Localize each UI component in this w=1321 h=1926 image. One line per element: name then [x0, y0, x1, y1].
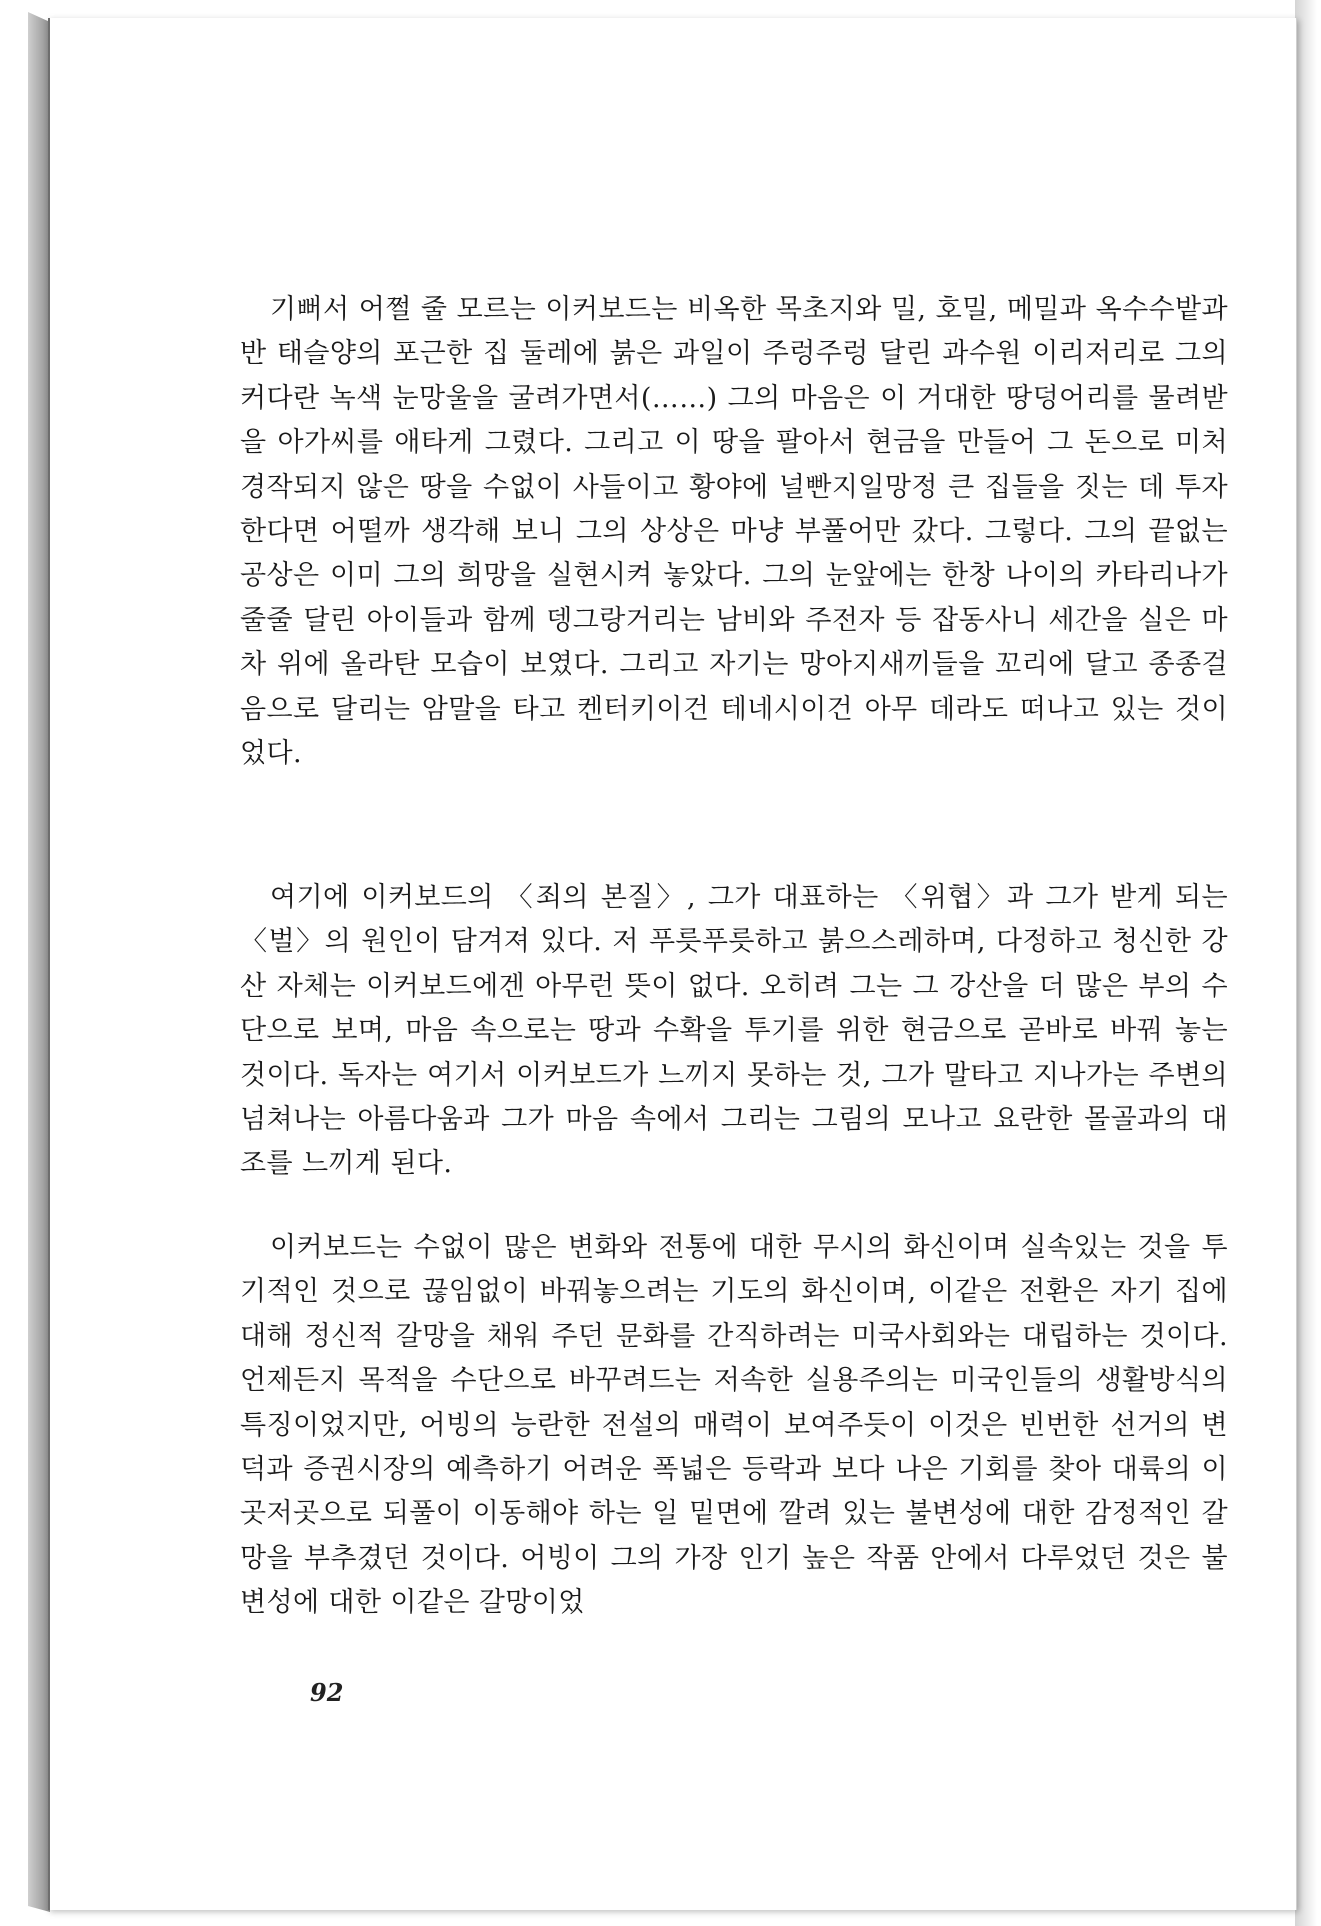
paragraph-2: 여기에 이커보드의 〈죄의 본질〉, 그가 대표하는 〈위협〉과 그가 받게 되는 〈벌〉의 원인이 담겨져 있다. 저 푸릇푸릇하고 붉으스레하며, 다정하고 청신한 강산 자체는 이커보드에겐 아무런 뜻이 없다. 오히려 그는 그 강산을 더 많은 부의 수단으로 보며, 마음 속으로는 땅과 수확을 투기를 위한 현금으로 곧바로 바꿔 놓는 것이다. 독자는 여기서 이커보드가 느끼지 못하는 것, 그가 말타고 지나가는 주변의 넘쳐나는 아름다움과 그가 마음 속에서 그리는 그림의 모나고 요란한 몰골과의 대조를 느끼게 된다.	[240, 882, 1229, 1180]
page-stack-right-edge	[1295, 0, 1317, 1926]
paragraph-1: 기뻐서 어쩔 줄 모르는 이커보드는 비옥한 목초지와 밀, 호밀, 메밀과 옥수수밭과 반 태슬양의 포근한 집 둘레에 붉은 과일이 주렁주렁 달린 과수원 이리저리로 그의 커다란 녹색 눈망울을 굴려가면서(……) 그의 마음은 이 거대한 땅덩어리를 물려받을 아가씨를 애타게 그렸다. 그리고 이 땅을 팔아서 현금을 만들어 그 돈으로 미처 경작되지 않은 땅을 수없이 사들이고 황야에 널빤지일망정 큰 집들을 짓는 데 투자한다면 어떨까 생각해 보니 그의 상상은 마냥 부풀어만 갔다. 그렇다. 그의 끝없는 공상은 이미 그의 희망을 실현시켜 놓았다. 그의 눈앞에는 한창 나이의 카타리나가 줄줄 달린 아이들과 함께 뎅그랑거리는 남비와 주전자 등 잡동사니 세간을 실은 마차 위에 올라탄 모습이 보였다. 그리고 자기는 망아지새끼들을 꼬리에 달고 종종걸음으로 달리는 암말을 타고 켄터키이건 테네시이건 아무 데라도 떠나고 있는 것이었다.	[240, 294, 1228, 770]
paragraph-3: 이커보드는 수없이 많은 변화와 전통에 대한 무시의 화신이며 실속있는 것을 투기적인 것으로 끊임없이 바꿔놓으려는 기도의 화신이며, 이같은 전환은 자기 집에 대해 정신적 갈망을 채워 주던 문화를 간직하려는 미국사회와는 대립하는 것이다. 언제든지 목적을 수단으로 바꾸려드는 저속한 실용주의는 미국인들의 생활방식의 특징이었지만, 어빙의 능란한 전설의 매력이 보여주듯이 이것은 빈번한 선거의 변덕과 증권시장의 예측하기 어려운 폭넓은 등락과 보다 나은 기회를 찾아 대륙의 이곳저곳으로 되풀이 이동해야 하는 일 밑면에 깔려 있는 불변성에 대한 감정적인 갈망을 부추겼던 것이다. 어빙이 그의 가장 인기 높은 작품 안에서 다루었던 것은 불변성에 대한 이같은 갈망이었	[240, 1232, 1228, 1619]
page-stack-left-edge	[28, 12, 50, 1912]
book-page	[48, 18, 1297, 1910]
page-number: 92	[310, 1678, 344, 1707]
